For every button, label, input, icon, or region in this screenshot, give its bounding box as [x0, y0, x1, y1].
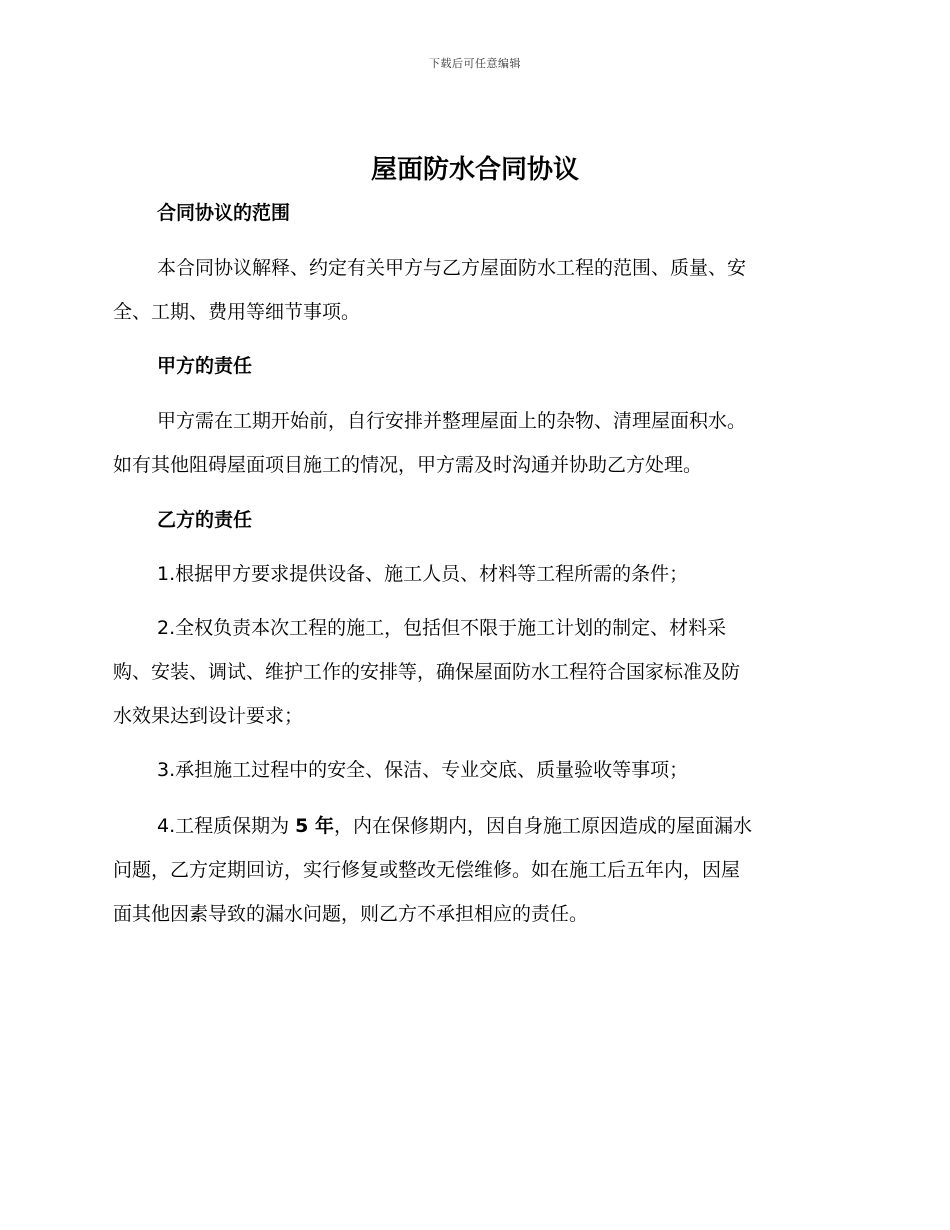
- paragraph-line: 如有其他阻碍屋面项目施工的情况，甲方需及时沟通并协助乙方处理。: [113, 454, 703, 476]
- paragraph-line: 面其他因素导致的漏水问题，则乙方不承担相应的责任。: [113, 903, 589, 925]
- paragraph-line: 本合同协议解释、约定有关甲方与乙方屋面防水工程的范围、质量、安: [157, 257, 747, 279]
- paragraph-line: 购、安装、调试、维护工作的安排等，确保屋面防水工程符合国家标准及防: [113, 661, 741, 683]
- page-header-note: 下载后可任意编辑: [429, 57, 521, 70]
- paragraph-line: 1.根据甲方要求提供设备、施工人员、材料等工程所需的条件；: [157, 563, 689, 585]
- paragraph-line: 水效果达到设计要求；: [113, 705, 304, 727]
- warranty-suffix: ，内在保修期内，因自身施工原因造成的屋面漏水: [334, 815, 753, 837]
- paragraph-line: 甲方需在工期开始前，自行安排并整理屋面上的杂物、清理屋面积水。: [157, 410, 747, 432]
- paragraph-line: 3.承担施工过程中的安全、保洁、专业交底、质量验收等事项；: [157, 759, 689, 781]
- party-b-item-2: [113, 606, 833, 738]
- section-heading-scope: 合同协议的范围: [157, 202, 291, 224]
- section-heading-party-b: 乙方的责任: [157, 509, 253, 531]
- party-b-item-1: [113, 552, 833, 596]
- document-title: 屋面防水合同协议: [370, 155, 579, 185]
- paragraph-line: 全、工期、费用等细节事项。: [113, 301, 361, 323]
- section-party-a-paragraph: [113, 399, 833, 487]
- paragraph-line: 2.全权负责本次工程的施工，包括但不限于施工计划的制定、材料采: [157, 617, 727, 639]
- warranty-period: 5 年: [295, 815, 335, 837]
- section-heading-party-a: 甲方的责任: [157, 355, 253, 377]
- warranty-prefix: 4.工程质保期为: [157, 815, 296, 837]
- paragraph-line: [113, 804, 833, 848]
- party-b-item-3: [113, 748, 833, 792]
- section-scope-paragraph: [113, 246, 833, 334]
- paragraph-line: 问题，乙方定期回访，实行修复或整改无偿维修。如在施工后五年内，因屋: [113, 859, 741, 881]
- party-b-item-4: [113, 804, 833, 936]
